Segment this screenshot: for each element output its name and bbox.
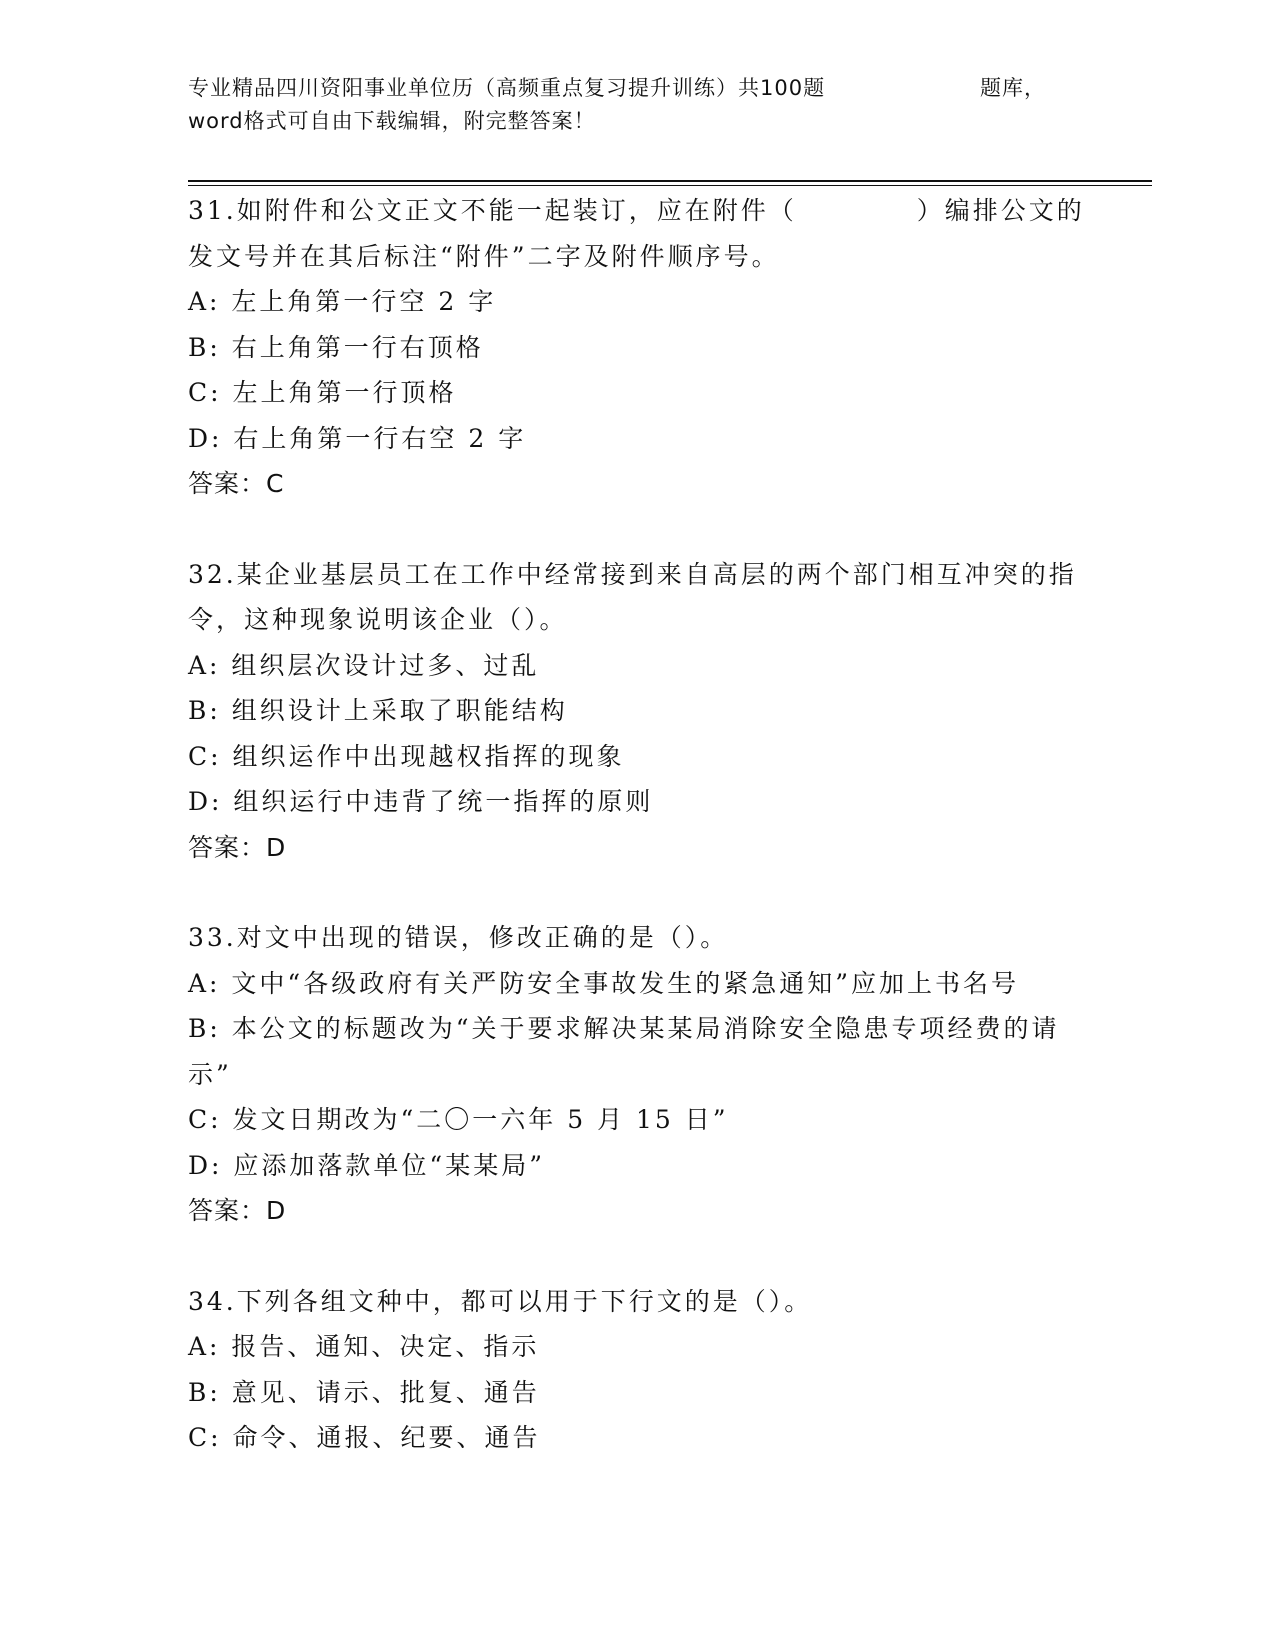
question-32: [188, 552, 1088, 871]
option-c: C: 发文日期改为“二〇一六年 5 月 15 日”: [188, 1105, 729, 1134]
option-c: C: 组织运作中出现越权指挥的现象: [188, 741, 625, 771]
question-34: [188, 1279, 1088, 1461]
option-b: B: 右上角第一行右顶格: [188, 332, 484, 362]
header-title-suffix: 题库，: [980, 76, 1046, 100]
answer-text: 答案：C: [188, 469, 285, 498]
question-stem: [188, 188, 1088, 279]
header-title: 专业精品四川资阳事业单位历（高频重点复习提升训练）共100题: [188, 76, 826, 100]
header-line-1: [188, 72, 1068, 105]
option-d: D: 应添加落款单位“某某局”: [188, 1150, 545, 1180]
option-b: B: 本公文的标题改为“关于要求解决某某局消除安全隐患专项经费的请示”: [188, 1014, 1060, 1089]
option-a: A: 左上角第一行空 2 字: [188, 287, 497, 316]
option-a: A: 报告、通知、决定、指示: [188, 1332, 540, 1361]
question-list: [188, 188, 1088, 1506]
header-rule-thin: [188, 185, 1152, 186]
question-33: [188, 915, 1088, 1234]
question-stem-part-1: 31.如附件和公文正文不能一起装订，应在附件（: [188, 196, 797, 225]
header-rule-thick: [188, 180, 1152, 182]
option-a: A: 文中“各级政府有关严防安全事故发生的紧急通知”应加上书名号: [188, 968, 1019, 998]
option-d: D: 右上角第一行右空 2 字: [188, 423, 527, 453]
question-stem-part-2: ）编排公文的发文号并在其后标注“附件”二字及附件顺序号。: [188, 196, 1085, 271]
document-header: [188, 72, 1068, 138]
question-31: [188, 188, 1088, 507]
header-line-2: word格式可自由下载编辑，附完整答案！: [188, 109, 596, 133]
option-c: C: 左上角第一行顶格: [188, 378, 457, 407]
option-b: B: 意见、请示、批复、通告: [188, 1377, 540, 1407]
answer-text: 答案：D: [188, 832, 287, 862]
option-d: D: 组织运行中违背了统一指挥的原则: [188, 787, 654, 816]
question-stem: 34.下列各组文种中，都可以用于下行文的是（）。: [188, 1286, 813, 1316]
option-a: A: 组织层次设计过多、过乱: [188, 650, 540, 680]
option-c: C: 命令、通报、纪要、通告: [188, 1423, 541, 1452]
option-b: B: 组织设计上采取了职能结构: [188, 696, 568, 725]
question-stem: 32.某企业基层员工在工作中经常接到来自高层的两个部门相互冲突的指令，这种现象说明该企业（）。: [188, 559, 1077, 634]
answer-text: 答案：D: [188, 1196, 287, 1225]
question-stem: 33.对文中出现的错误，修改正确的是（）。: [188, 923, 729, 952]
